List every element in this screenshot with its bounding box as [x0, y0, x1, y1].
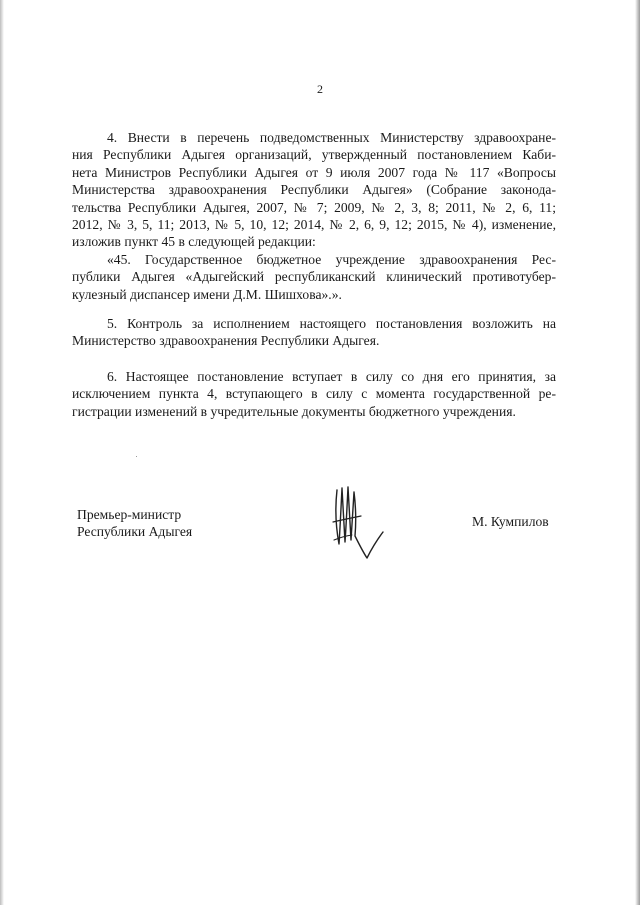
paragraph-4-quote-line: кулезный диспансер имени Д.М. Шишхова».». — [72, 286, 342, 302]
paragraph-6-line: гистрации изменений в учредительные документы бюджетного учреждения. — [72, 403, 516, 419]
page-left-edge — [0, 0, 4, 905]
paragraph-5-line: Министерство здравоохранения Республики Адыгея. — [72, 333, 380, 349]
paragraph-5-line: 5. Контроль за исполнением настоящего постановления возложить на — [107, 316, 556, 331]
paragraph-4-quote-line: «45. Государственное бюджетное учреждение здравоохранения Рес- — [107, 251, 556, 267]
paragraph-4-quote-line: публики Адыгея «Адыгейский республиканский клинический противотубер- — [72, 269, 556, 285]
paragraph-4-line: 2012, № 3, 5, 11; 2013, № 5, 10, 12; 2014, № 2, 6, 9, 12; 2015, № 4), изменение, — [72, 217, 556, 233]
paragraph-6-line: 6. Настоящее постановление вступает в силу со дня его принятия, за — [107, 369, 556, 384]
paragraph-4-line: ния Республики Адыгея организаций, утвержденный постановлением Каби- — [72, 147, 556, 163]
paragraph-4-line: Министерства здравоохранения Республики Адыгея» (Собрание законода- — [72, 182, 556, 198]
signatory-title-line-1: Премьер-министр — [77, 507, 182, 522]
paragraph-4-line: 4. Внести в перечень подведомственных Министерству здравоохране- — [107, 130, 556, 145]
signatory-title-line-2: Республики Адыгея — [77, 524, 193, 540]
page-number: 2 — [317, 82, 323, 96]
page-right-edge — [635, 0, 640, 905]
signatory-title — [77, 506, 192, 541]
signatory-name: М. Кумпилов — [472, 514, 549, 529]
paragraph-4-line: изложив пункт 45 в следующей редакции: — [72, 234, 316, 250]
paragraph-4-line: нета Министров Республики Адыгея от 9 июля 2007 года № 117 «Вопросы — [72, 164, 556, 180]
paragraph-5 — [72, 315, 556, 350]
handwritten-signature — [325, 478, 385, 568]
scan-speck — [136, 456, 137, 457]
paragraph-4 — [72, 129, 556, 303]
paragraph-6-line: исключением пункта 4, вступающего в силу с момента государственной ре- — [72, 386, 556, 402]
paragraph-4-line: тельства Республики Адыгея, 2007, № 7; 2009, № 2, 3, 8; 2011, № 2, 6, 11; — [72, 199, 556, 215]
paragraph-6 — [72, 368, 556, 420]
